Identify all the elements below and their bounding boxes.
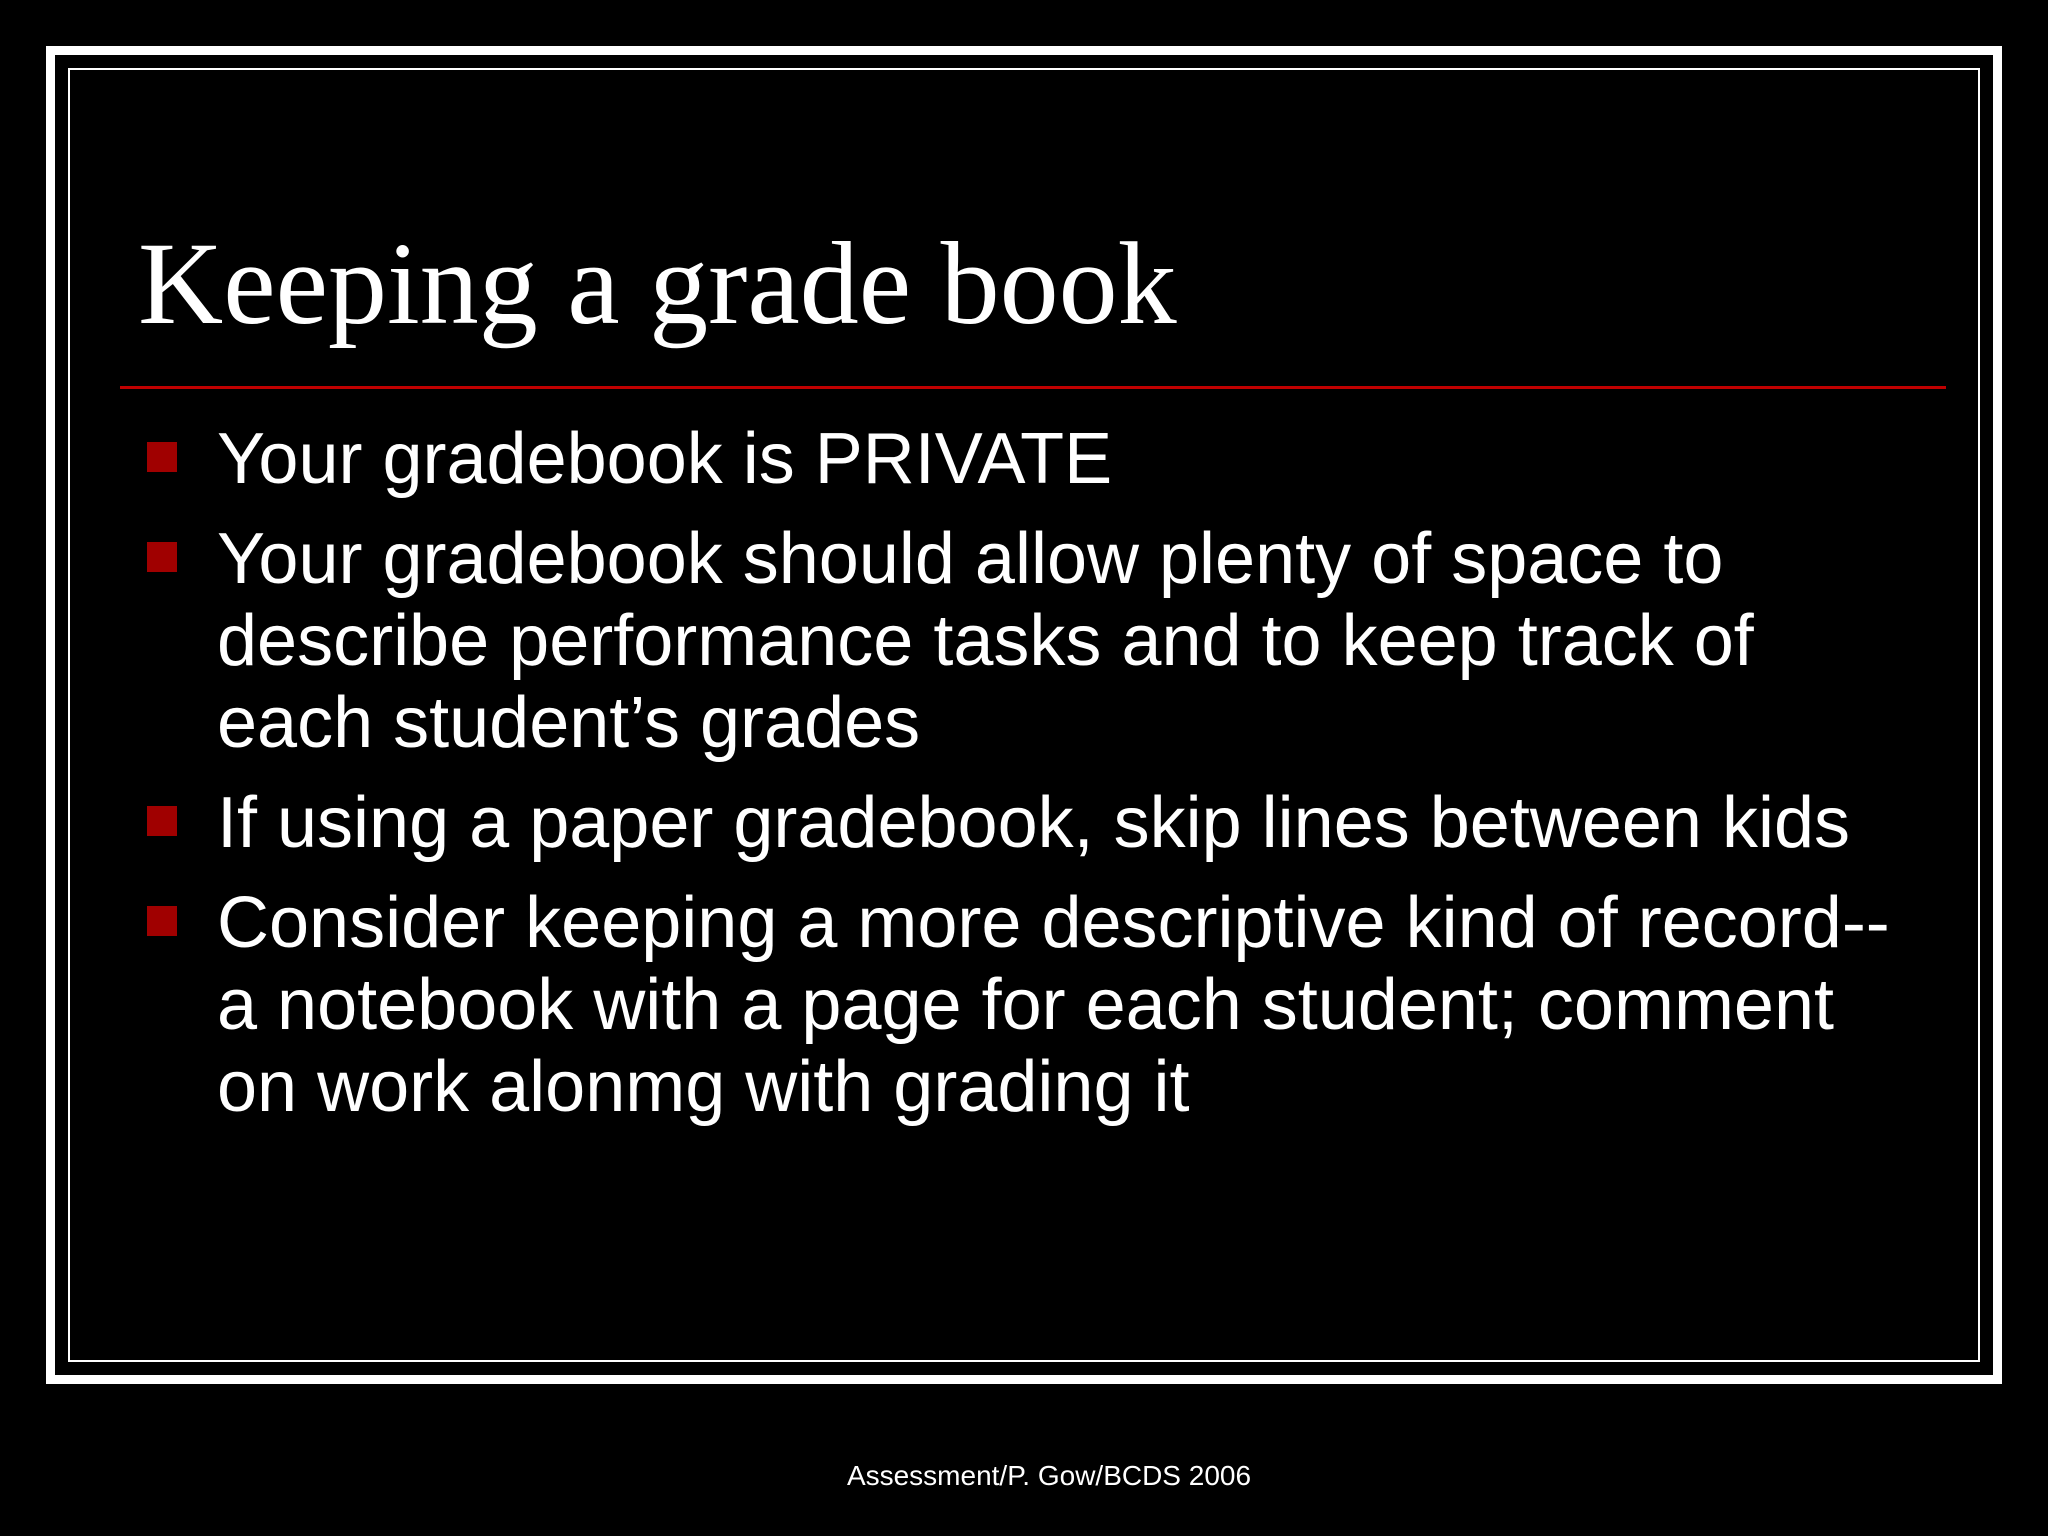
square-bullet-icon — [147, 442, 177, 472]
bullet-text: Your gradebook should allow plenty of space to describe performance tasks and to keep track of each student’s grades — [217, 519, 1754, 763]
bullet-item — [140, 782, 1900, 864]
bullet-item — [140, 882, 1900, 1128]
bullet-text: If using a paper gradebook, skip lines between kids — [217, 783, 1851, 863]
slide-title: Keeping a grade book — [138, 218, 1177, 349]
bullet-list — [140, 418, 1900, 1146]
square-bullet-icon — [147, 906, 177, 936]
bullet-text: Consider keeping a more descriptive kind of record--a notebook with a page for each student; comment on work alonmg with grading it — [217, 883, 1890, 1127]
title-divider — [120, 386, 1946, 389]
slide-footer: Assessment/P. Gow/BCDS 2006 — [846, 1460, 1252, 1491]
square-bullet-icon — [147, 542, 177, 572]
bullet-text: Your gradebook is PRIVATE — [217, 419, 1113, 499]
square-bullet-icon — [147, 806, 177, 836]
bullet-item — [140, 518, 1900, 764]
bullet-item — [140, 418, 1900, 500]
